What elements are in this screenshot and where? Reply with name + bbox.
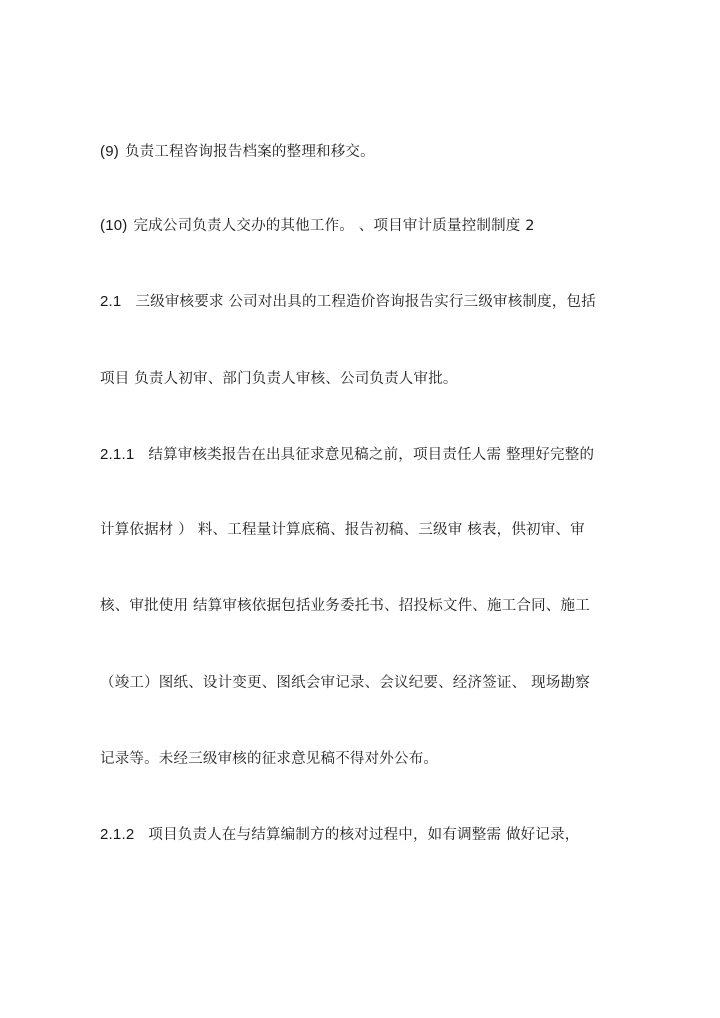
item-number: (9) xyxy=(100,143,119,160)
paragraph-continuation xyxy=(100,520,640,540)
paragraph-item-10 xyxy=(100,216,640,236)
paragraph-continuation xyxy=(100,596,640,616)
paragraph-text: 计算依据材 ） 料、工程量计算底稿、报告初稿、三级审 核表，供初审、审 xyxy=(100,522,585,538)
paragraph-text: 结算审核类报告在出具征求意见稿之前，项目责任人需 整理好完整的 xyxy=(148,447,595,463)
paragraph-text: 核、审批使用 结算审核依据包括业务委托书、招投标文件、施工合同、施工 xyxy=(100,598,590,614)
paragraph-text: 负责工程咨询报告档案的整理和移交。 xyxy=(124,144,375,160)
paragraph-text: 项目 负责人初审、部门负责人审核、公司负责人审批。 xyxy=(100,371,458,387)
paragraph-continuation xyxy=(100,749,640,769)
paragraph-text: 项目负责人在与结算编制方的核对过程中，如有调整需 做好记录， xyxy=(148,827,580,843)
section-number: 2.1.1 xyxy=(100,446,135,463)
item-number: (10) xyxy=(100,217,128,234)
section-number: 2.1.2 xyxy=(100,826,135,843)
paragraph-item-9 xyxy=(100,142,640,162)
section-number: 2.1 xyxy=(100,293,122,310)
paragraph-continuation xyxy=(100,369,640,389)
section-2-1-heading xyxy=(100,292,640,312)
paragraph-text: 三级审核要求 公司对出具的工程造价咨询报告实行三级审核制度，包括 xyxy=(135,294,596,310)
paragraph-continuation xyxy=(100,673,640,693)
paragraph-text: 记录等。未经三级审核的征求意见稿不得对外公布。 xyxy=(100,751,439,767)
section-2-1-1 xyxy=(100,445,640,465)
paragraph-text: 完成公司负责人交办的其他工作。 、项目审计质量控制制度 2 xyxy=(133,218,535,234)
paragraph-text: （竣工）图纸、设计变更、图纸会审记录、会议纪要、经济签证、 现场勘察 xyxy=(100,675,590,691)
section-2-1-2 xyxy=(100,825,640,845)
